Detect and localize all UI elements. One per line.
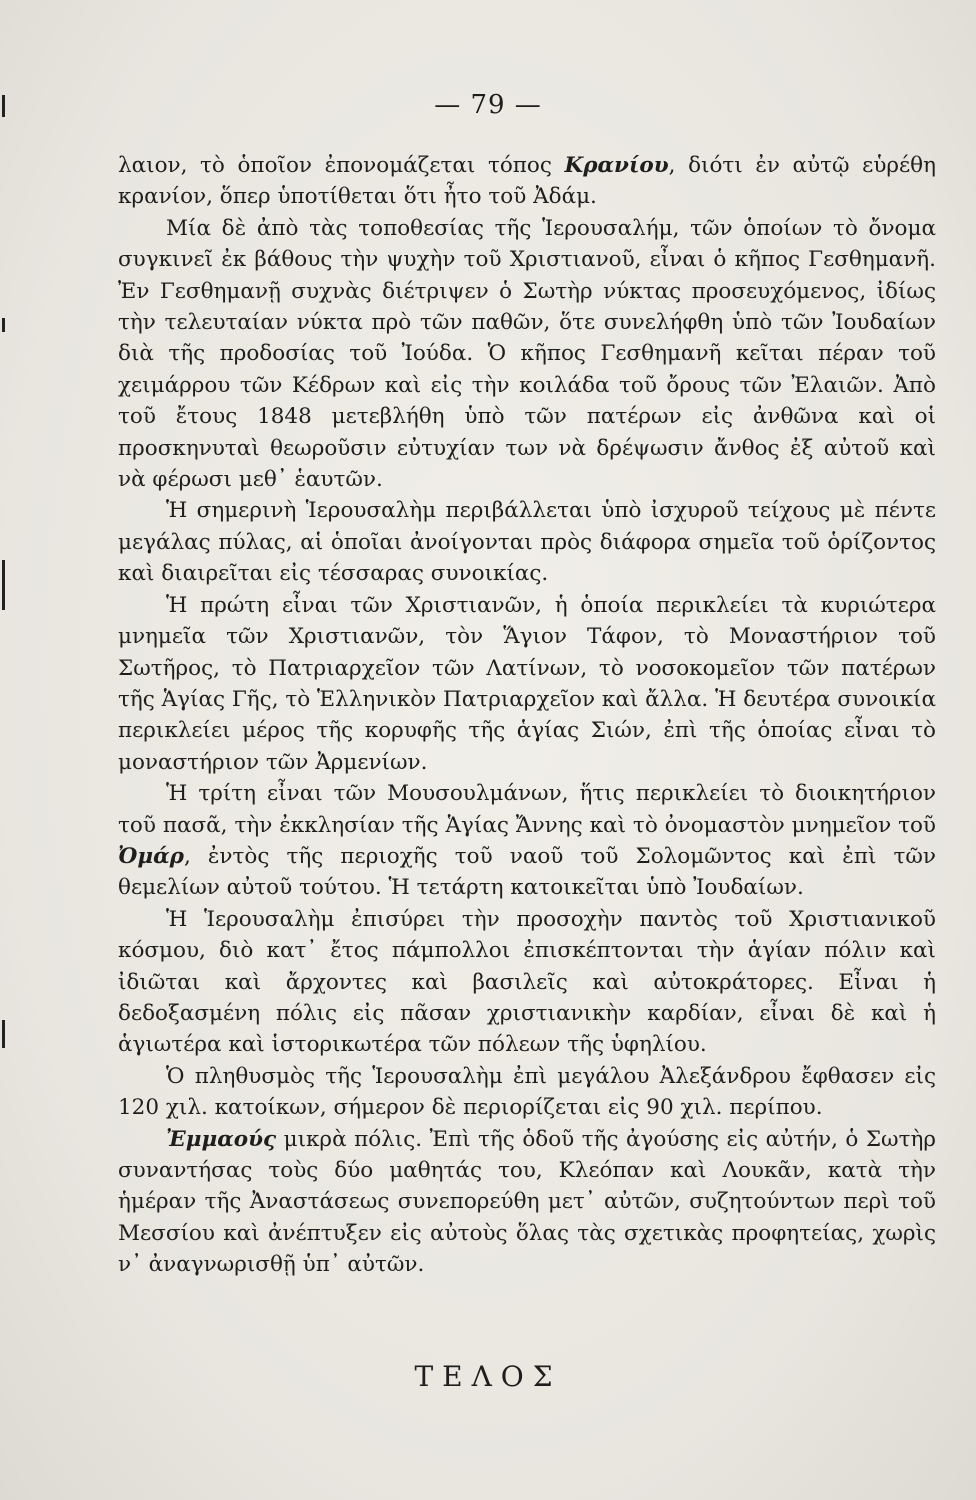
emphasized-term: Ἐμμαούς [166,1126,277,1152]
paragraph [118,590,936,778]
paragraph [118,213,936,496]
text-run: Μία δὲ ἀπὸ τὰς τοποθεσίας τῆς Ἱερουσαλήμ, τῶν ὁποίων τὸ ὄνομα συγκινεῖ ἐκ βάθους τὴν ψυχὴν τοῦ Χριστιανοῦ, εἶναι ὁ κῆπος Γεσθημανῆ. Ἐν Γεσθημανῇ συχνὰς διέτριψεν ὁ Σωτὴρ νύκτας προσευχόμενος, ἰδίως τὴν τελευταίαν νύκτα πρὸ τῶν παθῶν, ὅτε συνελήφθη ὑπὸ τῶν Ἰουδαίων διὰ τῆς προδοσίας τοῦ Ἰούδα. Ὁ κῆπος Γεσθημανῆ κεῖται πέραν τοῦ χειμάρρου τῶν Κέδρων καὶ εἰς τὴν κοιλάδα τοῦ ὄρους τῶν Ἐλαιῶν. Ἀπὸ τοῦ ἔτους 1848 μετεβλήθη ὑπὸ τῶν πατέρων εἰς ἀνθῶνα καὶ οἱ προσκηνυταὶ θεωροῦσιν εὐτυχίαν των νὰ δρέψωσιν ἄνθος ἐξ αὐτοῦ καὶ νὰ φέρωσι μεθ᾿ ἑαυτῶν. [118,215,936,493]
emphasized-term: Ὀμάρ [118,843,184,869]
text-run: Ὁ πληθυσμὸς τῆς Ἱερουσαλὴμ ἐπὶ μεγάλου Ἀλεξάνδρου ἔφθασεν εἰς 120 χιλ. κατοίκων, σήμερον δὲ περιορίζεται εἰς 90 χιλ. περίπου. [118,1063,936,1121]
text-run: Ἡ τρίτη εἶναι τῶν Μουσουλμάνων, ἥτις περικλείει τὸ διοικητήριον τοῦ πασᾶ, τὴν ἐκκλησίαν τῆς Ἁγίας Ἄννης καὶ τὸ ὀνομαστὸν μνημεῖον τοῦ [118,781,936,838]
page-number: — 79 — [434,90,542,120]
text-run: , ἐντὸς τῆς περιοχῆς τοῦ ναοῦ τοῦ Σολομῶντος καὶ ἐπὶ τῶν θεμελίων αὐτοῦ τούτου. Ἡ τετάρτη κατοικεῖται ὑπὸ Ἰουδαίων. [118,843,936,901]
emphasized-term: Κρανίου [564,153,669,178]
paragraph [118,1061,936,1124]
binding-edge [0,0,14,1500]
paragraph [118,904,936,1061]
end-mark: ΤΕΛΟΣ [414,1360,562,1393]
body-text [118,150,936,1281]
text-run: λαιον, τὸ ὁποῖον ἐπονομάζεται τόπος [118,153,565,178]
text-run: μικρὰ πόλις. Ἐπὶ τῆς ὁδοῦ τῆς ἀγούσης εἰς αὐτήν, ὁ Σωτὴρ συναντήσας τοὺς δύο μαθητάς του, Κλεόπαν καὶ Λουκᾶν, κατὰ τὴν ἡμέραν τῆς Ἀναστάσεως συνεπορεύθη μετ᾿ αὐτῶν, συζητούντων περὶ τοῦ Μεσσίου καὶ ἀνέπτυξεν εἰς αὐτοὺς ὅλας τὰς σχετικὰς προφητείας, χωρὶς ν᾿ ἀναγνωρισθῇ ὑπ᾿ αὐτῶν. [118,1126,936,1278]
paragraph [118,150,936,213]
text-run: , διότι ἐν αὐτῷ εὑρέθη κρανίον, ὅπερ ὑποτίθεται ὅτι ἦτο τοῦ Ἀδάμ. [118,153,936,210]
paragraph [118,778,936,904]
text-run: Ἡ Ἱερουσαλὴμ ἐπισύρει τὴν προσοχὴν παντὸς τοῦ Χριστιανικοῦ κόσμου, διὸ κατ᾿ ἔτος πάμπολλοι ἐπισκέπτονται τὴν ἁγίαν πόλιν καὶ ἰδιῶται καὶ ἄρχοντες καὶ βασιλεῖς καὶ αὐτοκράτορες. Εἶναι ἡ δεδοξασμένη πόλις εἰς πᾶσαν χριστιανικὴν καρδίαν, εἶναι δὲ καὶ ἡ ἁγιωτέρα καὶ ἱστορικωτέρα τῶν πόλεων τῆς ὑφηλίου. [118,906,936,1058]
paragraph [118,1124,936,1281]
text-run: Ἡ πρώτη εἶναι τῶν Χριστιανῶν, ἡ ὁποία περικλείει τὰ κυριώτερα μνημεῖα τῶν Χριστιανῶν, τὸν Ἅγιον Τάφον, τὸ Μοναστήριον τοῦ Σωτῆρος, τὸ Πατριαρχεῖον τῶν Λατίνων, τὸ νοσοκομεῖον τῶν πατέρων τῆς Ἁγίας Γῆς, τὸ Ἑλληνικὸν Πατριαρχεῖον καὶ ἄλλα. Ἡ δευτέρα συνοικία περικλείει μέρος τῆς κορυφῆς τῆς ἁγίας Σιών, ἐπὶ τῆς ὁποίας εἶναι τὸ μοναστήριον τῶν Ἀρμενίων. [118,592,936,775]
paragraph [118,495,936,589]
text-run: Ἡ σημερινὴ Ἱερουσαλὴμ περιβάλλεται ὑπὸ ἰσχυροῦ τείχους μὲ πέντε μεγάλας πύλας, αἱ ὁποῖαι ἀνοίγονται πρὸς διάφορα σημεῖα τοῦ ὁρίζοντος καὶ διαιρεῖται εἰς τέσσαρας συνοικίας. [118,498,936,587]
